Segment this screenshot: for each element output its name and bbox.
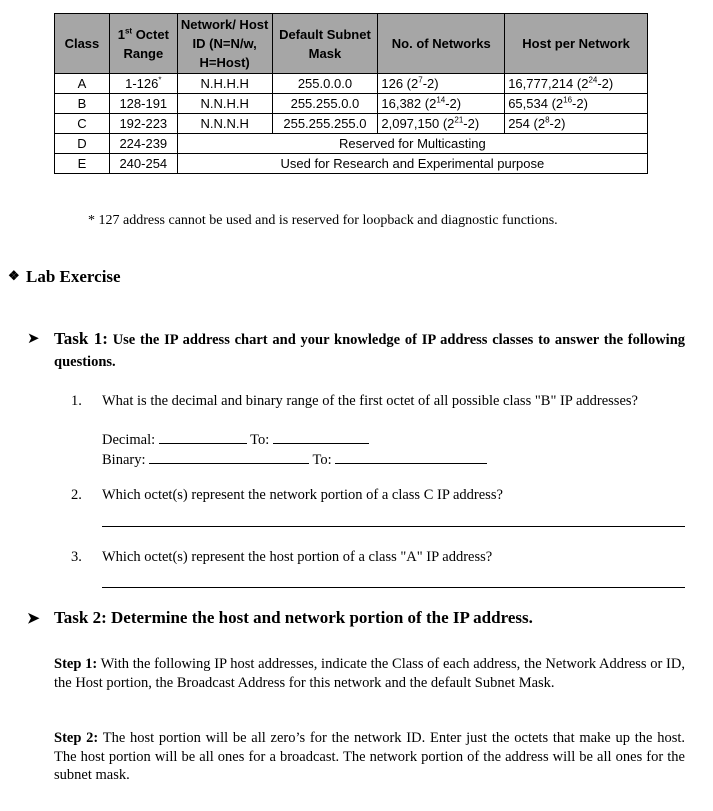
cell-note: Reserved for Multicasting [177,134,647,154]
decimal-label: Decimal: [102,432,156,448]
table-row [55,74,648,94]
table-row [55,114,648,134]
cell-note: Used for Research and Experimental purpose [177,154,647,174]
cell-range: 240-254 [109,154,177,174]
cell-hosts: 65,534 $(2^{16}-2)$ [505,94,648,114]
task1-title: Task 1: [54,329,108,348]
step-2 [54,729,685,785]
header-hosts: Host per Network [505,14,648,74]
step-2-label: Step 2: [54,730,99,746]
cell-networks: 126 $(2^7-2)$ [378,74,505,94]
cell-mask: 255.255.0.0 [272,94,378,114]
table-row [55,154,648,174]
decimal-answer-row [102,431,369,449]
cell-hosts: 254 $(2^8-2)$ [505,114,648,134]
cell-networks: 16,382 $(2^{14}-2)$ [378,94,505,114]
binary-from-blank[interactable] [149,451,309,464]
table-footnote: * 127 address cannot be used and is reserved for loopback and diagnostic functions. [88,213,558,228]
cell-range: 128-191 [109,94,177,114]
cell-nid: N.N.N.H [177,114,272,134]
step-2-text: The host portion will be all zero’s for the network ID. Enter just the octets that make up the host. The host portion will be all ones for a broadcast. The network portion of the address will be all ones for the subnet mask. [54,730,686,783]
table-row [55,134,648,154]
question-2-text: Which octet(s) represent the network portion of a class C IP address? [102,487,503,503]
table-row [55,94,648,114]
arrow-bullet-icon: ➤ [27,611,40,627]
cell-class: B [55,94,110,114]
table-header-row [55,14,648,74]
cell-class: D [55,134,110,154]
task2-heading: ➤ Task 2: Determine the host and network portion of the IP address. [27,608,533,627]
task1-intro [27,328,685,373]
header-octet-range: 1st Octet Range [109,14,177,74]
decimal-from-blank[interactable] [159,431,247,444]
to-label: To: [250,432,270,448]
lab-exercise-heading: ❖ Lab Exercise [8,267,121,286]
binary-answer-row [102,451,487,469]
arrow-bullet-icon: ➤ [27,331,40,347]
cell-networks: 2,097,150 $(2^{21}-2)$ [378,114,505,134]
diamond-bullet-icon: ❖ [8,268,20,283]
cell-class: C [55,114,110,134]
header-networks: No. of Networks [378,14,505,74]
cell-range: 192-223 [109,114,177,134]
header-subnet-mask: Default Subnet Mask [272,14,378,74]
cell-hosts: 16,777,214 $(2^{24}-2)$ [505,74,648,94]
question-3-text: Which octet(s) represent the host portion of a class "A" IP address? [102,549,493,565]
cell-mask: 255.0.0.0 [272,74,378,94]
cell-nid: N.N.H.H [177,94,272,114]
task1-text: Use the IP address chart and your knowledge of IP address classes to answer the following questions. [54,332,686,370]
question-3-answer-line[interactable] [102,587,685,588]
decimal-to-blank[interactable] [273,431,369,444]
step-1 [54,655,685,692]
binary-to-blank[interactable] [335,451,487,464]
question-2-answer-line[interactable] [102,526,685,527]
cell-mask: 255.255.255.0 [272,114,378,134]
to-label: To: [312,452,332,468]
header-class: Class [55,14,110,74]
header-network-host-id: Network/ Host ID (N=N/w, H=Host) [177,14,272,74]
cell-nid: N.H.H.H [177,74,272,94]
cell-class: E [55,154,110,174]
question-1-text: What is the decimal and binary range of the first octet of all possible class "B" IP addresses? [102,393,638,409]
cell-range: 1-126* [109,74,177,94]
ip-class-table [54,13,648,174]
step-1-label: Step 1: [54,656,98,672]
cell-range: 224-239 [109,134,177,154]
step-1-text: With the following IP host addresses, indicate the Class of each address, the Network Address or ID, the Host portion, the Broadcast Address for this network and the default Subnet Mask. [54,656,685,691]
binary-label: Binary: [102,452,146,468]
cell-class: A [55,74,110,94]
